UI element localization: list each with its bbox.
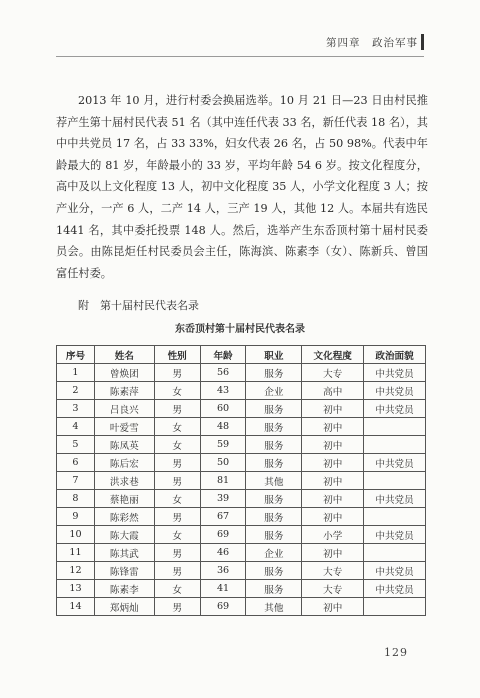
cell-gender: 男 xyxy=(154,454,200,472)
cell-name: 陈锋雷 xyxy=(94,562,154,580)
cell-gender: 女 xyxy=(154,526,200,544)
cell-gender: 女 xyxy=(154,418,200,436)
cell-index: 4 xyxy=(57,418,95,436)
cell-education: 高中 xyxy=(302,382,364,400)
cell-education: 初中 xyxy=(302,598,364,616)
cell-occupation: 服务 xyxy=(246,418,302,436)
cell-education: 初中 xyxy=(302,490,364,508)
cell-occupation: 服务 xyxy=(246,526,302,544)
cell-gender: 男 xyxy=(154,472,200,490)
cell-index: 6 xyxy=(57,454,95,472)
header-cell-age: 年龄 xyxy=(200,346,246,364)
table-row xyxy=(57,490,426,508)
cell-index: 9 xyxy=(57,508,95,526)
cell-occupation: 服务 xyxy=(246,562,302,580)
cell-gender: 男 xyxy=(154,364,200,382)
table-row xyxy=(57,598,426,616)
cell-political-status xyxy=(364,544,426,562)
body-paragraph: 2013 年 10 月，进行村委会换届选举。10 月 21 日—23 日由村民推荐产生第十届村民代表 51 名（其中连任代表 33 名，新任代表 18 名），其中中共党员 17 名，占 33 33%，妇女代表 26 名，占 50 98%。代表中年龄最大的 81 岁，年龄最小的 33 岁，平均年龄 54 6 岁。按文化程度分，高中及以上文化程度 13 人，初中文化程度 35 人，小学文化程度 3 人；按产业分，一产 6 人，二产 14 人，三产 19 人，其他 12 人。本届共有选民 1441 名，其中委托投票 148 人。然后，选举产生东岙顶村第十届村民委员会。由陈昆炬任村民委员会主任，陈海滨、陈素李（女）、陈新兵、曾国富任村委。 xyxy=(56,94,428,280)
cell-index: 1 xyxy=(57,364,95,382)
cell-age: 69 xyxy=(200,526,246,544)
cell-age: 50 xyxy=(200,454,246,472)
cell-political-status: 中共党员 xyxy=(364,382,426,400)
cell-gender: 男 xyxy=(154,598,200,616)
cell-name: 陈素萍 xyxy=(94,382,154,400)
cell-political-status xyxy=(364,436,426,454)
cell-index: 13 xyxy=(57,580,95,598)
cell-age: 56 xyxy=(200,364,246,382)
cell-occupation: 企业 xyxy=(246,382,302,400)
cell-gender: 男 xyxy=(154,400,200,418)
cell-name: 陈其武 xyxy=(94,544,154,562)
cell-age: 81 xyxy=(200,472,246,490)
cell-occupation: 服务 xyxy=(246,364,302,382)
cell-index: 12 xyxy=(57,562,95,580)
cell-occupation: 服务 xyxy=(246,454,302,472)
cell-education: 初中 xyxy=(302,472,364,490)
header-cell-index: 序号 xyxy=(57,346,95,364)
cell-name: 吕良兴 xyxy=(94,400,154,418)
cell-index: 2 xyxy=(57,382,95,400)
table-row xyxy=(57,472,426,490)
table-header-row xyxy=(57,346,426,364)
cell-age: 46 xyxy=(200,544,246,562)
page-number: 129 xyxy=(384,646,408,659)
cell-political-status: 中共党员 xyxy=(364,364,426,382)
cell-index: 3 xyxy=(57,400,95,418)
cell-age: 41 xyxy=(200,580,246,598)
cell-gender: 女 xyxy=(154,490,200,508)
cell-gender: 男 xyxy=(154,562,200,580)
cell-occupation: 企业 xyxy=(246,544,302,562)
cell-age: 48 xyxy=(200,418,246,436)
cell-age: 69 xyxy=(200,598,246,616)
cell-political-status xyxy=(364,598,426,616)
cell-occupation: 服务 xyxy=(246,490,302,508)
table-row xyxy=(57,454,426,472)
table-row xyxy=(57,580,426,598)
cell-name: 叶爱雪 xyxy=(94,418,154,436)
table-row xyxy=(57,562,426,580)
cell-occupation: 其他 xyxy=(246,598,302,616)
cell-political-status: 中共党员 xyxy=(364,580,426,598)
cell-index: 7 xyxy=(57,472,95,490)
cell-education: 小学 xyxy=(302,526,364,544)
table-row xyxy=(57,526,426,544)
header-cell-political-status: 政治面貌 xyxy=(364,346,426,364)
cell-name: 陈后宏 xyxy=(94,454,154,472)
cell-occupation: 服务 xyxy=(246,580,302,598)
cell-political-status xyxy=(364,418,426,436)
cell-political-status: 中共党员 xyxy=(364,490,426,508)
cell-education: 初中 xyxy=(302,544,364,562)
table-row xyxy=(57,382,426,400)
cell-name: 曾焕团 xyxy=(94,364,154,382)
cell-education: 初中 xyxy=(302,454,364,472)
cell-gender: 女 xyxy=(154,436,200,454)
cell-name: 陈大霞 xyxy=(94,526,154,544)
table-row xyxy=(57,400,426,418)
cell-age: 60 xyxy=(200,400,246,418)
appendix-label: 附 第十届村民代表名录 xyxy=(78,299,199,312)
table-row xyxy=(57,364,426,382)
cell-education: 初中 xyxy=(302,508,364,526)
table-row xyxy=(57,544,426,562)
cell-education: 大专 xyxy=(302,562,364,580)
cell-age: 43 xyxy=(200,382,246,400)
table-title: 东岙顶村第十届村民代表名录 xyxy=(175,324,305,335)
cell-gender: 女 xyxy=(154,580,200,598)
cell-education: 初中 xyxy=(302,418,364,436)
cell-gender: 男 xyxy=(154,508,200,526)
cell-index: 10 xyxy=(57,526,95,544)
chapter-title: 第四章 政治军事 xyxy=(326,37,418,49)
cell-name: 陈凤英 xyxy=(94,436,154,454)
cell-political-status xyxy=(364,508,426,526)
cell-index: 5 xyxy=(57,436,95,454)
header-cell-education: 文化程度 xyxy=(302,346,364,364)
cell-education: 大专 xyxy=(302,364,364,382)
cell-name: 陈彩然 xyxy=(94,508,154,526)
cell-age: 39 xyxy=(200,490,246,508)
cell-political-status: 中共党员 xyxy=(364,454,426,472)
cell-political-status: 中共党员 xyxy=(364,526,426,544)
cell-name: 郑炳灿 xyxy=(94,598,154,616)
table-row xyxy=(57,418,426,436)
page-header xyxy=(0,26,480,60)
cell-education: 初中 xyxy=(302,436,364,454)
cell-education: 大专 xyxy=(302,580,364,598)
cell-education: 初中 xyxy=(302,400,364,418)
cell-index: 8 xyxy=(57,490,95,508)
cell-political-status: 中共党员 xyxy=(364,400,426,418)
header-cell-name: 姓名 xyxy=(94,346,154,364)
header-marker-bar xyxy=(421,34,424,50)
header-rule xyxy=(56,56,424,57)
cell-political-status: 中共党员 xyxy=(364,562,426,580)
cell-gender: 女 xyxy=(154,382,200,400)
cell-age: 36 xyxy=(200,562,246,580)
cell-age: 59 xyxy=(200,436,246,454)
representatives-table xyxy=(56,345,426,616)
cell-political-status xyxy=(364,472,426,490)
table-row xyxy=(57,436,426,454)
cell-name: 洪求巷 xyxy=(94,472,154,490)
cell-name: 蔡艳丽 xyxy=(94,490,154,508)
header-cell-gender: 性别 xyxy=(154,346,200,364)
cell-occupation: 服务 xyxy=(246,508,302,526)
cell-occupation: 服务 xyxy=(246,436,302,454)
cell-index: 11 xyxy=(57,544,95,562)
cell-name: 陈素李 xyxy=(94,580,154,598)
cell-index: 14 xyxy=(57,598,95,616)
table-row xyxy=(57,508,426,526)
cell-occupation: 服务 xyxy=(246,400,302,418)
cell-occupation: 其他 xyxy=(246,472,302,490)
header-cell-occupation: 职业 xyxy=(246,346,302,364)
cell-gender: 男 xyxy=(154,544,200,562)
cell-age: 67 xyxy=(200,508,246,526)
